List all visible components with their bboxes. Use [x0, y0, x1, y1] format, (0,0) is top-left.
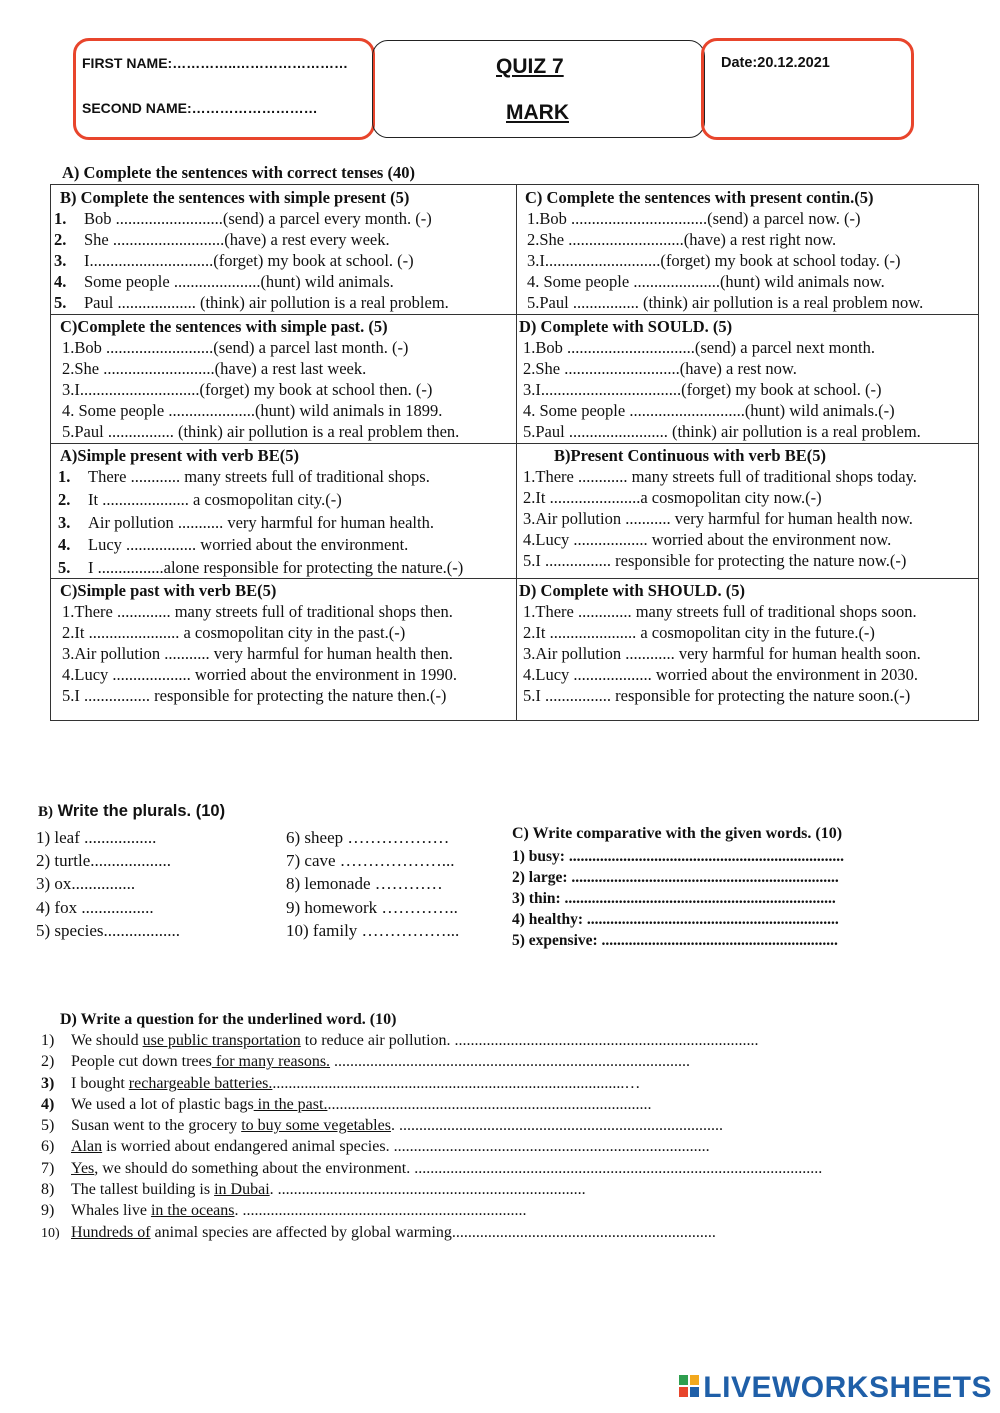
sentence-item [519, 466, 917, 487]
comparative-title: C) Write comparative with the given words. (10) [512, 825, 843, 842]
item-number: 2. [54, 230, 67, 249]
item-text: 5.Paul ................ (think) air pollution is a real problem then. [62, 422, 460, 441]
plural-item: 8) lemonade ………… [286, 874, 443, 894]
plurals-title-prefix: B) [38, 804, 53, 820]
sentence-item [58, 622, 457, 643]
item-text: 4. Some people .....................(hunt) wild animals in 1899. [62, 401, 443, 420]
sentence-item [54, 292, 449, 313]
item-text: 1.Bob ...............................(send) a parcel next month. [523, 338, 875, 357]
question-number: 10) [41, 1225, 60, 1241]
question-item [41, 1051, 822, 1072]
sentence-item [58, 685, 457, 706]
question-number: 6) [41, 1138, 55, 1156]
question-text: , we should do something about the environment. ...................................................................................................... [94, 1159, 823, 1177]
sentence-item [519, 622, 921, 643]
sentence-item [523, 292, 923, 313]
comparative-item: 1) busy: ....................................................................... [512, 848, 844, 865]
sentence-item [58, 557, 463, 580]
sentence-item [519, 358, 921, 379]
comparative-item: 3) thin: ...................................................................... [512, 890, 836, 907]
plurals-left-list [36, 826, 180, 942]
question-text: Whales live [71, 1202, 151, 1220]
item-text: 5.I ................ responsible for protecting the nature then.(-) [62, 686, 447, 705]
tense-cell [54, 187, 449, 313]
item-text: 1.There ............. many streets full of traditional shops then. [62, 602, 453, 621]
underlined-phrase: for many reasons. [211, 1053, 331, 1071]
sentence-item [519, 400, 921, 421]
date-label: Date:20.12.2021 [721, 55, 830, 71]
item-text: Some people .....................(hunt) wild animals. [84, 272, 394, 291]
comparative-item: 4) healthy: ................................................................. [512, 911, 839, 928]
item-text: 1.Bob .................................(send) a parcel now. (-) [527, 209, 861, 228]
item-text: 2.It ..................... a cosmopolitan city in the future.(-) [523, 623, 875, 642]
item-text: 1.There ............. many streets full of traditional shops soon. [523, 602, 917, 621]
name-box [73, 38, 375, 140]
question-text: to reduce air pollution. ............................................................................ [300, 1032, 759, 1049]
item-text: Lucy ................. worried about the environment. [88, 535, 409, 555]
item-text: 2.It ......................a cosmopolitan city now.(-) [523, 488, 822, 507]
question-text: We used a lot of plastic bags [71, 1095, 254, 1113]
sentence-item [523, 208, 923, 229]
item-text: 3.Air pollution ............ very harmful for human health soon. [523, 644, 921, 663]
item-number: 3. [58, 512, 71, 532]
question-text: The tallest building is [71, 1181, 215, 1199]
question-item [41, 1030, 822, 1051]
question-number: 1) [41, 1032, 55, 1049]
sentence-item [58, 489, 463, 512]
plurals-title-text: Write the plurals. (10) [53, 802, 226, 820]
liveworksheets-logo [679, 1371, 992, 1405]
question-text: I bought [71, 1074, 129, 1092]
underlined-phrase: Hundreds of [71, 1223, 151, 1241]
sentence-item [519, 550, 917, 571]
tense-cell [523, 187, 923, 313]
comparative-list [512, 846, 844, 951]
sentence-item [519, 643, 921, 664]
item-number: 2. [58, 489, 71, 509]
sentence-item [58, 466, 463, 489]
item-number: 4. [54, 272, 67, 291]
cell-heading: C)Complete the sentences with simple past. (5) [60, 317, 388, 336]
comparative-item: 5) expensive: ............................................................. [512, 932, 838, 949]
question-text: . ............................................................................. [269, 1181, 586, 1199]
questions-list [41, 1030, 822, 1244]
item-text: Air pollution ........... very harmful for human health. [88, 512, 434, 532]
cell-heading: C)Simple past with verb BE(5) [60, 581, 277, 600]
sentence-item [523, 250, 923, 271]
sentence-item [54, 250, 449, 271]
cell-heading: C) Complete the sentences with present contin.(5) [525, 188, 874, 207]
cell-heading: D) Complete with SOULD. (5) [519, 317, 733, 336]
question-text: animal species are affected by global warming.................................................................. [150, 1223, 716, 1241]
date-box [701, 38, 914, 140]
item-text: 3.I.............................(forget) my book at school then. (-) [62, 380, 433, 399]
underlined-phrase: Alan [71, 1138, 103, 1156]
plural-item: 10) family ……………... [286, 920, 460, 940]
item-text: It ..................... a cosmopolitan city.(-) [88, 489, 342, 509]
second-name-label: SECOND NAME:……………………… [82, 100, 318, 116]
plural-item: 7) cave ………………... [286, 851, 455, 871]
item-number: 5. [54, 293, 67, 312]
sentence-item [54, 229, 449, 250]
question-item [41, 1200, 822, 1221]
item-text: 5.Paul ........................ (think) air pollution is a real problem. [523, 422, 921, 441]
question-item [41, 1094, 822, 1115]
underlined-phrase: in Dubai [214, 1181, 270, 1199]
question-text: We should [71, 1032, 143, 1049]
item-text: 2.She ............................(have) a rest now. [523, 359, 797, 378]
tense-cell [58, 316, 459, 442]
plural-item: 9) homework ………….. [286, 897, 458, 917]
tense-cell [519, 445, 917, 571]
tense-cell [58, 580, 457, 706]
grid-row-line [51, 443, 978, 444]
tense-cell [519, 316, 921, 442]
item-text: 5.I ................ responsible for protecting the nature soon.(-) [523, 686, 911, 705]
cell-heading: D) Complete with SHOULD. (5) [519, 581, 745, 600]
sentence-item [58, 421, 459, 442]
sentence-item [519, 487, 917, 508]
sentence-item [519, 685, 921, 706]
grid-divider [516, 185, 517, 720]
plural-item: 2) turtle................... [36, 851, 172, 871]
item-text: 4.Lucy ................... worried about the environment in 2030. [523, 665, 919, 684]
item-text: 5.Paul ................ (think) air pollution is a real problem now. [527, 293, 924, 312]
item-text: 2.She ............................(have) a rest right now. [527, 230, 837, 249]
question-number: 7) [41, 1159, 55, 1177]
item-text: 1.There ............ many streets full of traditional shops today. [523, 467, 917, 486]
sentence-item [58, 664, 457, 685]
plurals-title [38, 802, 225, 821]
liveworksheets-mark-icon [679, 1375, 699, 1397]
plural-item: 4) fox ................. [36, 897, 154, 917]
question-item [41, 1073, 822, 1094]
question-text: is worried about endangered animal species. ............................................................................... [102, 1138, 710, 1156]
grid-row-line [51, 314, 978, 315]
item-text: 4.Lucy .................. worried about the environment now. [523, 530, 892, 549]
sentence-item [58, 643, 457, 664]
sentence-item [58, 358, 459, 379]
question-text: ......................................................................................... [330, 1053, 691, 1071]
item-number: 4. [58, 535, 71, 555]
sentence-item [519, 601, 921, 622]
item-text: I..............................(forget) my book at school. (-) [84, 251, 414, 270]
sentence-item [58, 601, 457, 622]
plural-item: 6) sheep ……………… [286, 828, 450, 847]
sentence-item [519, 529, 917, 550]
question-item [41, 1179, 822, 1200]
item-text: 5.I ................ responsible for protecting the nature now.(-) [523, 551, 907, 570]
underlined-phrase: in the oceans [150, 1202, 235, 1220]
plural-item: 1) leaf ................. [36, 828, 157, 847]
sentence-item [523, 229, 923, 250]
item-number: 1. [58, 467, 71, 486]
item-text: 3.I..................................(forget) my book at school. (-) [523, 380, 882, 399]
question-item [41, 1115, 822, 1136]
item-number: 5. [58, 558, 71, 578]
sentence-item [58, 534, 463, 557]
question-item [41, 1158, 822, 1179]
plural-item: 3) ox............... [36, 874, 136, 894]
item-text: 4.Lucy ................... worried about the environment in 1990. [62, 665, 458, 684]
question-number: 4) [41, 1095, 55, 1113]
item-text: Bob ..........................(send) a parcel every month. (-) [84, 209, 432, 228]
question-item [41, 1136, 822, 1157]
item-text: There ............ many streets full of traditional shops. [88, 467, 430, 486]
tense-cell [58, 445, 463, 580]
plurals-right-list [286, 826, 459, 942]
sentence-item [519, 508, 917, 529]
plural-item: 5) species.................. [36, 920, 181, 940]
question-text: . ................................................................................. [390, 1117, 723, 1135]
item-text: 3.Air pollution ........... very harmful for human health now. [523, 509, 913, 528]
question-text: Susan went to the grocery [71, 1117, 242, 1135]
item-text: 2.It ...................... a cosmopolitan city in the past.(-) [62, 623, 406, 642]
section-a-title: A) Complete the sentences with correct tenses (40) [62, 163, 415, 182]
underlined-phrase: rechargeable batteries. [128, 1074, 273, 1092]
sentence-item [58, 512, 463, 535]
item-text: 3.I............................(forget) my book at school today. (-) [527, 251, 901, 270]
underlined-phrase: in the past. [253, 1095, 328, 1113]
sentence-item [58, 379, 459, 400]
item-number: 1. [54, 209, 67, 228]
item-text: 4. Some people ............................(hunt) wild animals.(-) [523, 401, 895, 420]
underlined-phrase: to buy some vegetables [241, 1117, 391, 1135]
question-text: . ....................................................................... [234, 1202, 527, 1220]
cell-heading: B) Complete the sentences with simple present (5) [60, 188, 410, 207]
cell-heading: B)Present Continuous with verb BE(5) [554, 446, 826, 465]
tense-cell [519, 580, 921, 706]
first-name-label: FIRST NAME:…………..…………………… [82, 55, 348, 71]
sentence-item [519, 421, 921, 442]
logo-text: LIVEWORKSHEETS [703, 1371, 992, 1404]
quiz-title: QUIZ 7 [496, 55, 564, 78]
cell-heading: A)Simple present with verb BE(5) [60, 446, 299, 465]
item-number: 3. [54, 251, 67, 270]
underlined-phrase: Yes [71, 1159, 95, 1177]
sentence-item [58, 337, 459, 358]
question-number: 5) [41, 1117, 55, 1135]
question-number: 3) [41, 1074, 55, 1092]
item-text: 2.She ...........................(have) a rest last week. [62, 359, 367, 378]
mark-label: MARK [506, 101, 569, 124]
underlined-phrase: use public transportation [142, 1032, 301, 1049]
question-text: ........................................................................................… [272, 1074, 641, 1092]
comparative-item: 2) large: ..................................................................... [512, 869, 839, 886]
item-text: Paul ................... (think) air pollution is a real problem. [84, 293, 449, 312]
sentence-item [58, 400, 459, 421]
item-text: 3.Air pollution ........... very harmful for human health then. [62, 644, 453, 663]
sentence-item [519, 664, 921, 685]
question-number: 9) [41, 1202, 55, 1220]
sentence-item [54, 271, 449, 292]
question-item [41, 1222, 822, 1244]
questions-title: D) Write a question for the underlined word. (10) [60, 1011, 397, 1028]
sentence-item [54, 208, 449, 229]
item-text: She ...........................(have) a rest every week. [84, 230, 390, 249]
sentence-item [519, 379, 921, 400]
question-text: People cut down trees [71, 1053, 212, 1071]
question-text: ................................................................................. [327, 1095, 652, 1113]
sentence-item [523, 271, 923, 292]
question-number: 8) [41, 1181, 55, 1199]
item-text: 4. Some people .....................(hunt) wild animals now. [527, 272, 885, 291]
item-text: 1.Bob ..........................(send) a parcel last month. (-) [62, 338, 409, 357]
item-text: I ................alone responsible for protecting the nature.(-) [88, 558, 464, 578]
sentence-item [519, 337, 921, 358]
question-number: 2) [41, 1053, 55, 1071]
